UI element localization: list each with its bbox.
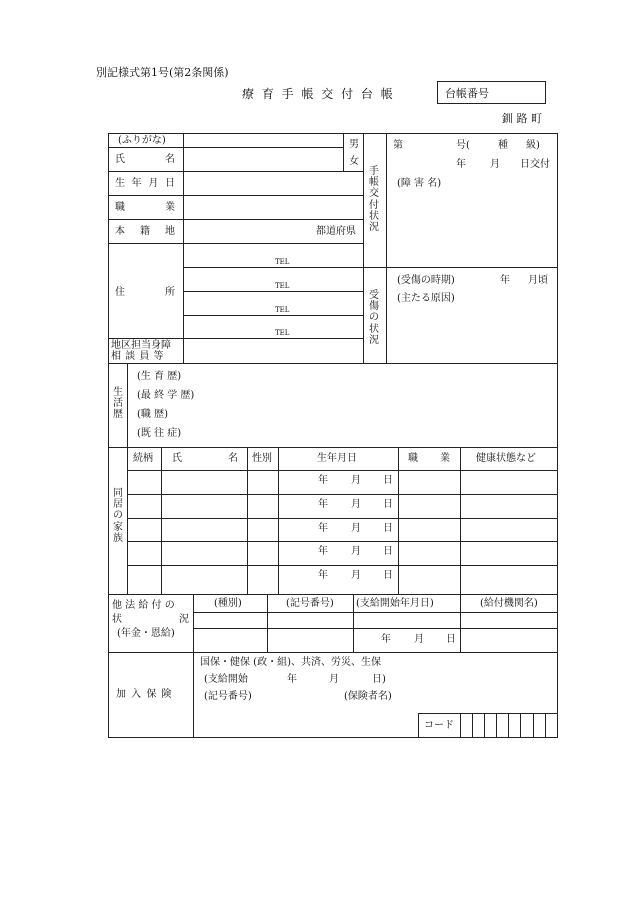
address-label: 住 所: [115, 287, 175, 298]
life-history-medical: (既 往 症): [137, 428, 182, 439]
disability-name-label: (障 害 名): [397, 178, 442, 189]
benefits-start-year: 年: [381, 634, 391, 645]
benefits-label-2a: 状: [112, 614, 122, 625]
family-date-unit: 月: [351, 546, 361, 557]
form-label: 別記様式第1号(第2条関係): [96, 66, 229, 79]
insurance-start-month: 月: [329, 674, 339, 685]
occupation-label: 職 業: [115, 202, 175, 213]
family-date-unit: 日: [383, 523, 393, 534]
counselor-label-2: 相 談 員 等: [111, 351, 165, 362]
notebook-status-label: 手帳交付状況: [369, 166, 379, 233]
notebook-number-suffix: 号(: [456, 140, 470, 151]
notebook-year: 年: [456, 159, 466, 170]
injury-status-label: 受傷の状況: [369, 290, 379, 346]
insurance-types: 国保・健保 (政・組)、共済、労災、生保: [200, 657, 381, 668]
injury-time-label: (受傷の時期): [397, 275, 455, 286]
municipality: 釧 路 町: [502, 112, 542, 125]
benefits-label-2b: 況: [179, 614, 189, 625]
family-header-health: 健康状態など: [476, 453, 536, 464]
benefits-label-3: (年金・恩給): [117, 628, 175, 639]
injury-month: 月頃: [528, 275, 548, 286]
prefecture-label: 都道府県: [316, 226, 356, 237]
register-number-label: 台帳番号: [445, 87, 489, 100]
notebook-issue-day: 日交付: [520, 159, 550, 170]
benefits-header-symbol: (記号番号): [286, 598, 334, 609]
family-label: 同居の家族: [113, 488, 123, 544]
benefits-header-agency: (給付機関名): [480, 598, 538, 609]
family-header-name-a: 氏: [172, 453, 182, 464]
code-cell-divider: [545, 713, 546, 738]
injury-cause-label: (主たる原因): [397, 293, 455, 304]
family-date-unit: 年: [318, 475, 328, 486]
code-cell-divider: [460, 713, 461, 738]
form-title: 療 育 手 帳 交 付 台 帳: [242, 87, 395, 101]
insurance-start-year: 年: [287, 674, 297, 685]
life-history-work: (職 歴): [137, 409, 168, 420]
code-cell-divider: [533, 713, 534, 738]
family-date-unit: 日: [383, 475, 393, 486]
insurance-symbol-number: (記号番号): [204, 691, 252, 702]
family-header-relation: 続柄: [133, 453, 153, 464]
family-date-unit: 月: [351, 523, 361, 534]
benefits-start-month: 月: [414, 634, 424, 645]
domicile-label: 本 籍 地: [115, 226, 175, 237]
family-header-occupation-a: 職: [408, 453, 418, 464]
family-date-unit: 年: [318, 523, 328, 534]
code-cell-divider: [484, 713, 485, 738]
tel-label-3: TEL: [275, 306, 290, 314]
notebook-grade-kind: 種: [498, 140, 508, 151]
code-cell-divider: [496, 713, 497, 738]
dob-label: 生 年 月 日: [115, 178, 175, 189]
insurance-start-label: (支給開始: [204, 674, 248, 685]
family-header-dob: 生年月日: [317, 453, 357, 464]
tel-label-4: TEL: [275, 329, 290, 337]
notebook-grade-close: 級): [526, 140, 540, 151]
benefits-start-day: 日: [446, 634, 456, 645]
family-header-occupation-b: 業: [440, 453, 450, 464]
sex-female[interactable]: 女: [349, 156, 359, 167]
insurance-start-day: 日): [372, 674, 386, 685]
family-date-unit: 年: [318, 570, 328, 581]
benefits-label-1: 他 法 給 付 の: [112, 600, 175, 611]
family-date-unit: 年: [318, 546, 328, 557]
family-date-unit: 日: [383, 499, 393, 510]
family-date-unit: 月: [351, 570, 361, 581]
insurance-insurer-name: (保険者名): [344, 691, 392, 702]
code-cell-divider: [520, 713, 521, 738]
furigana-label: (ふりがな): [118, 135, 166, 146]
family-date-unit: 日: [383, 546, 393, 557]
family-date-unit: 月: [351, 499, 361, 510]
tel-label-1: TEL: [275, 258, 290, 266]
benefits-header-type: (種別): [214, 598, 242, 609]
name-label: 氏 名: [115, 154, 175, 165]
sex-male[interactable]: 男: [349, 139, 359, 150]
notebook-month: 月: [490, 159, 500, 170]
insurance-label: 加 入 保 険: [116, 689, 173, 700]
family-header-name-b: 名: [228, 453, 238, 464]
life-history-growth: (生 育 歴): [137, 371, 182, 382]
code-cell-divider: [472, 713, 473, 738]
family-date-unit: 月: [351, 475, 361, 486]
family-header-sex: 性別: [252, 453, 272, 464]
code-cell-divider: [508, 713, 509, 738]
counselor-label-1: 地区担当身障: [111, 340, 171, 351]
tel-label-2: TEL: [275, 282, 290, 290]
life-history-label: 生活歴: [113, 387, 123, 421]
insurance-code-label: コード: [424, 720, 454, 731]
injury-year: 年: [500, 275, 510, 286]
benefits-header-start: (支給開始年月日): [356, 598, 434, 609]
family-date-unit: 日: [383, 570, 393, 581]
notebook-number-prefix: 第: [393, 140, 403, 151]
family-date-unit: 年: [318, 499, 328, 510]
life-history-education: (最 終 学 歴): [137, 390, 195, 401]
